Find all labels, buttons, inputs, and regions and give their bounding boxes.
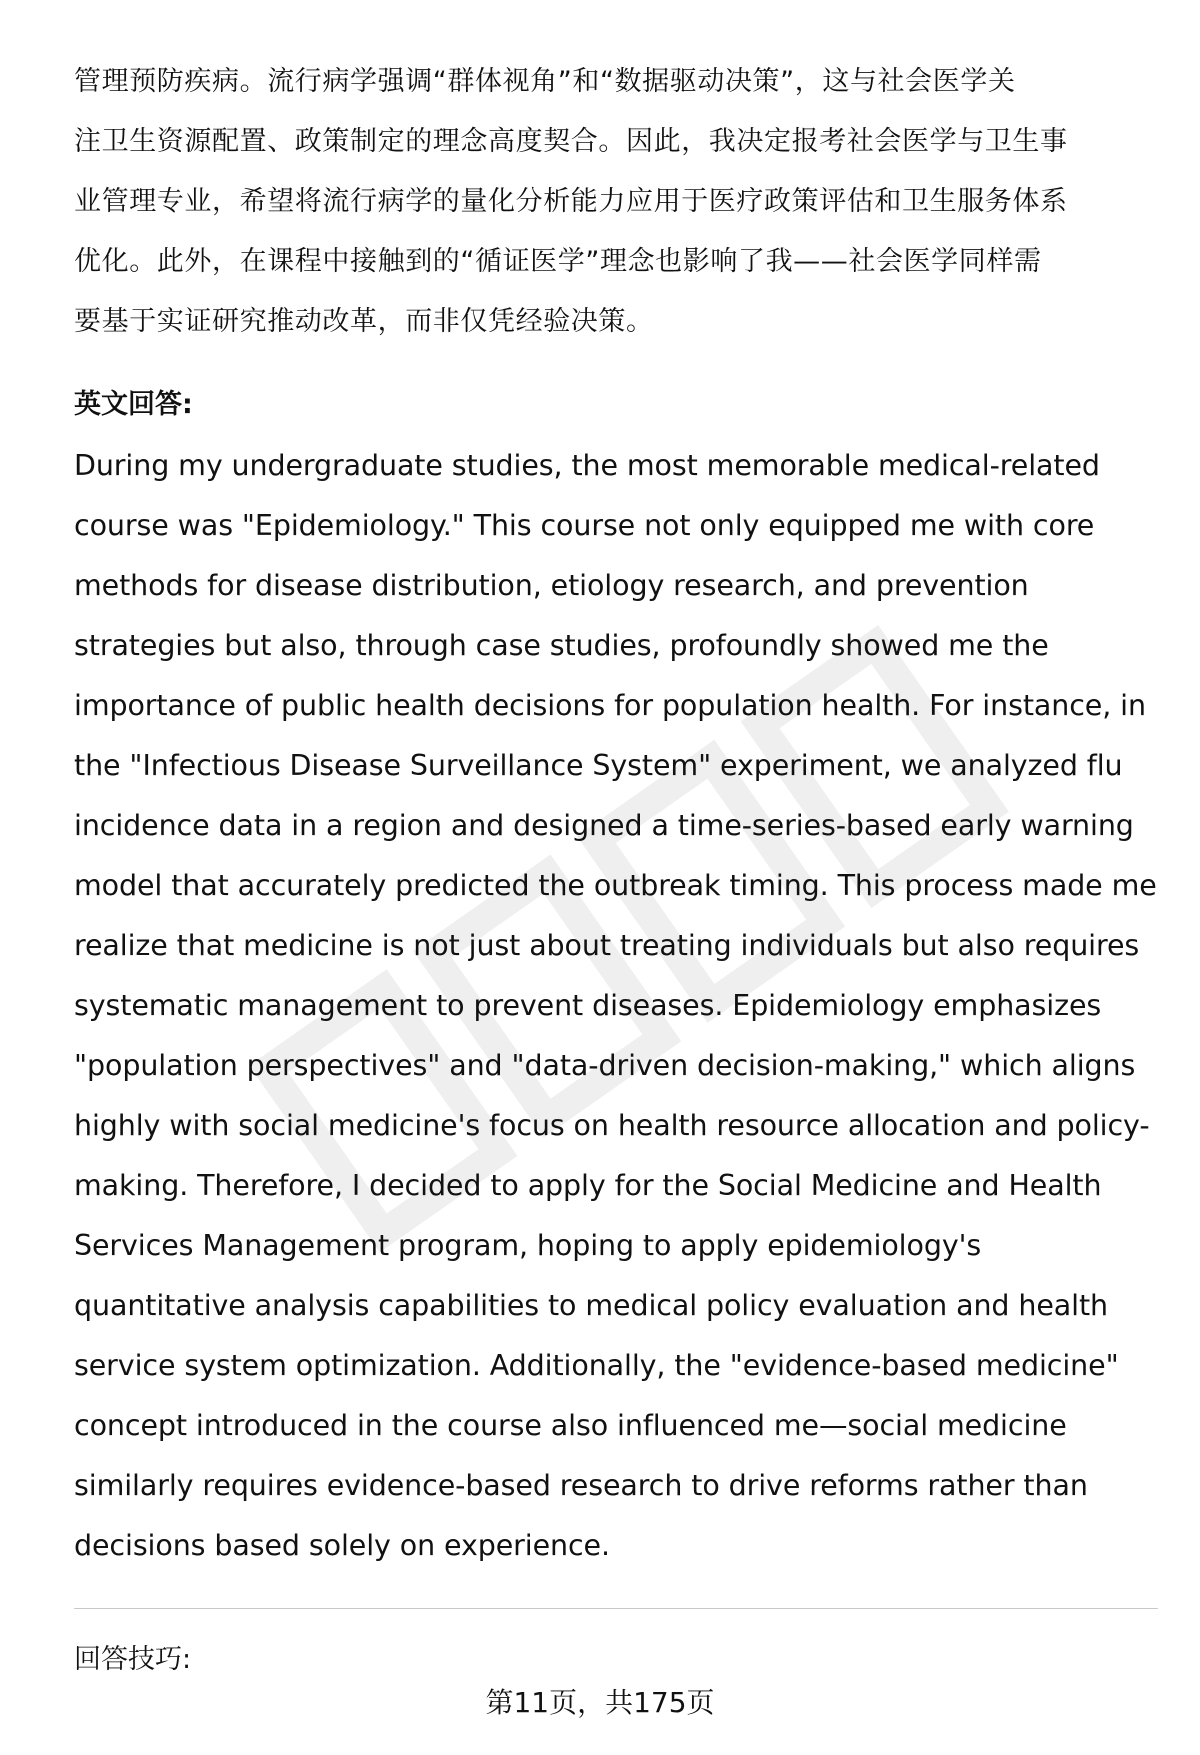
section-divider xyxy=(74,1608,1158,1609)
english-paragraph-line: strategies but also, through case studies, profoundly showed me the xyxy=(74,629,1049,662)
english-paragraph-line: course was "Epidemiology." This course not only equipped me with core xyxy=(74,509,1095,542)
english-paragraph-line: realize that medicine is not just about treating individuals but also requires xyxy=(74,929,1140,962)
english-paragraph-line: quantitative analysis capabilities to medical policy evaluation and health xyxy=(74,1289,1108,1322)
english-paragraph-line: making. Therefore, I decided to apply for the Social Medicine and Health xyxy=(74,1169,1102,1202)
chinese-paragraph-line: 业管理专业，希望将流行病学的量化分析能力应用于医疗政策评估和卫生服务体系 xyxy=(74,186,1068,217)
english-answer-paragraph xyxy=(74,436,1174,1576)
english-paragraph-line: "population perspectives" and "data-driven decision-making," which aligns xyxy=(74,1049,1136,1082)
english-paragraph-line: highly with social medicine's focus on health resource allocation and policy- xyxy=(74,1109,1150,1142)
page-number: 第11页，共175页 xyxy=(485,1686,715,1719)
english-paragraph-line: decisions based solely on experience. xyxy=(74,1529,610,1562)
english-answer-heading: 英文回答: xyxy=(74,389,193,420)
chinese-paragraph-line: 注卫生资源配置、政策制定的理念高度契合。因此，我决定报考社会医学与卫生事 xyxy=(74,126,1068,157)
english-paragraph-line: systematic management to prevent diseases. Epidemiology emphasizes xyxy=(74,989,1102,1022)
english-paragraph-line: concept introduced in the course also influenced me—social medicine xyxy=(74,1409,1067,1442)
english-paragraph-line: the "Infectious Disease Surveillance System" experiment, we analyzed flu xyxy=(74,749,1123,782)
chinese-answer-paragraph xyxy=(74,52,1154,352)
answer-tips-label: 回答技巧: xyxy=(74,1644,192,1675)
english-paragraph-line: service system optimization. Additionally, the "evidence-based medicine" xyxy=(74,1349,1119,1382)
english-paragraph-line: similarly requires evidence-based research to drive reforms rather than xyxy=(74,1469,1088,1502)
english-paragraph-line: model that accurately predicted the outbreak timing. This process made me xyxy=(74,869,1157,902)
english-paragraph-line: incidence data in a region and designed a time-series-based early warning xyxy=(74,809,1134,842)
english-paragraph-line: Services Management program, hoping to apply epidemiology's xyxy=(74,1229,982,1262)
english-paragraph-line: importance of public health decisions for population health. For instance, in xyxy=(74,689,1146,722)
english-paragraph-line: During my undergraduate studies, the most memorable medical-related xyxy=(74,449,1100,482)
chinese-paragraph-line: 要基于实证研究推动改革，而非仅凭经验决策。 xyxy=(74,306,654,337)
chinese-paragraph-line: 优化。此外，在课程中接触到的“循证医学”理念也影响了我——社会医学同样需 xyxy=(74,246,1042,277)
chinese-paragraph-line: 管理预防疾病。流行病学强调“群体视角”和“数据驱动决策”，这与社会医学关 xyxy=(74,66,1016,97)
english-paragraph-line: methods for disease distribution, etiology research, and prevention xyxy=(74,569,1029,602)
